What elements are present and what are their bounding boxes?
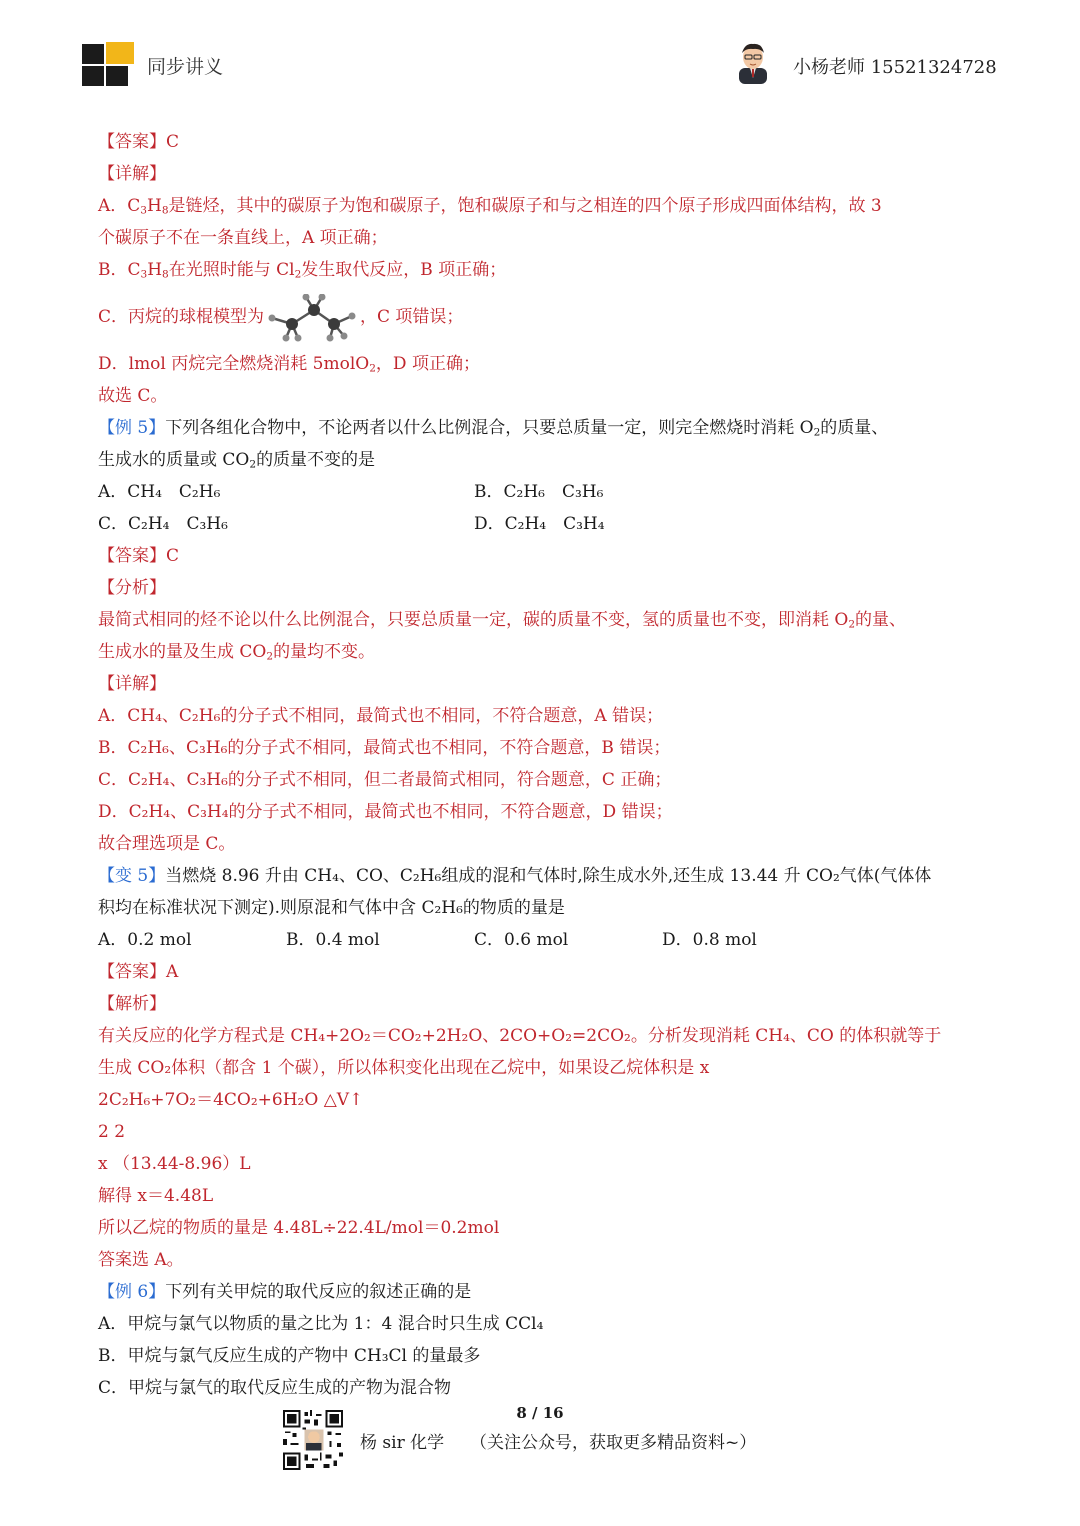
variant5-volume: x （13.44-8.96）L [98,1154,251,1174]
footer-account-name: 杨 sir 化学 [360,1433,445,1453]
teacher-contact: 小杨老师 15521324728 [793,57,997,78]
variant5-result-x: 解得 x＝4.48L [98,1186,214,1206]
example5-detail-B: B．C₂H₆、C₃H₆的分子式不相同，最简式也不相同，不符合题意，B 错误； [98,738,671,758]
option-C: C．0.6 mol [474,930,569,950]
detail-B: B．$C_3H_8$在光照时能与 $Cl_2$发生取代反应，B 项正确； [98,260,507,281]
detail-label: 【详解】 [98,164,166,184]
example6-option-C: C．甲烷与氯气的取代反应生成的产物为混合物 [98,1378,452,1398]
example5-conclusion: 故合理选项是 C。 [98,834,236,854]
example5-detail-label: 【详解】 [98,674,166,694]
variant5-question-line1: 【变 5】当燃烧 8.96 升由 CH₄、CO、C₂H₆组成的混和气体时,除生成水外,还生成 13.44 升 CO₂气体(气体体 [98,866,932,886]
option-C: C．C₂H₄ C₃H₆ [98,514,228,534]
example5-analysis-label: 【分析】 [98,578,166,598]
example5-analysis-line2: 生成水的量及生成 $CO_2$的量均不变。 [98,642,376,663]
page-number: 8 / 16 [516,1404,564,1422]
example5-detail-D: D．C₂H₄、C₃H₄的分子式不相同，最简式也不相同，不符合题意，D 错误； [98,802,673,822]
variant5-equation: 2C₂H₆+7O₂＝4CO₂+6H₂O △V↑ [98,1090,364,1110]
example5-answer: 【答案】C [98,546,180,566]
brand-title: 同步讲义 [147,56,224,78]
option-D: D．C₂H₄ C₃H₄ [474,514,605,534]
page-footer [0,1400,1080,1526]
detail-A-line2: 个碳原子不在一条直线上，A 项正确； [98,228,388,248]
option-D: D．0.8 mol [662,930,757,950]
footer-note: （关注公众号，获取更多精品资料~） [470,1433,757,1453]
variant5-result-mol: 所以乙烷的物质的量是 4.48L÷22.4L/mol＝0.2mol [98,1218,500,1238]
page-header [0,0,1080,110]
example5-detail-C: C．C₂H₄、C₃H₆的分子式不相同，但二者最简式相同，符合题意，C 正确； [98,770,672,790]
detail-C: C．丙烷的球棍模型为 ，C 项错误； [98,286,988,348]
variant5-analysis-label: 【解析】 [98,994,166,1014]
variant5-ratio: 2 2 [98,1122,126,1142]
option-A: A．0.2 mol [98,930,192,950]
example6-option-A: A．甲烷与氯气以物质的量之比为 1：4 混合时只生成 CCl₄ [98,1314,544,1334]
example5-detail-A: A．CH₄、C₂H₆的分子式不相同，最简式也不相同，不符合题意，A 错误； [98,706,664,726]
example5-question-line2: 生成水的质量或 $CO_2$的质量不变的是 [98,450,376,471]
propane-ball-stick-model-icon [264,294,360,342]
variant5-answer: 【答案】A [98,962,179,982]
detail-A-line1: A．$C_3H_8$是链烃，其中的碳原子为饱和碳原子，饱和碳原子和与之相连的四个原子形成四面体结构，故 3 [98,196,882,217]
brand-logo [82,42,134,88]
detail-D: D．lmol 丙烷完全燃烧消耗 5molO$_2$，D 项正确； [98,354,480,375]
document-body [98,126,988,1404]
example5-analysis-line1: 最简式相同的烃不论以什么比例混合，只要总质量一定，碳的质量不变，氢的质量也不变，即消耗 $O_2$的量、 [98,610,907,631]
option-A: A．CH₄ C₂H₆ [98,482,221,502]
variant5-options [98,924,988,956]
teacher-avatar-icon [733,40,773,84]
example5-options-row1 [98,476,988,508]
answer-line: 【答案】C [98,132,180,152]
example5-question-line1: 【例 5】下列各组化合物中，不论两者以什么比例混合，只要总质量一定，则完全燃烧时消耗 $O_2$的质量、 [98,418,889,439]
option-B: B．0.4 mol [286,930,380,950]
variant5-conclusion: 答案选 A。 [98,1250,184,1270]
variant5-question-line2: 积均在标准状况下测定).则原混和气体中含 C₂H₆的物质的量是 [98,898,565,918]
variant5-solution-line1: 有关反应的化学方程式是 CH₄+2O₂＝CO₂+2H₂O、2CO+O₂=2CO₂。分析发现消耗 CH₄、CO 的体积就等于 [98,1026,942,1046]
option-B: B．C₂H₆ C₃H₆ [474,482,604,502]
detail-conclusion: 故选 C。 [98,386,168,406]
example6-question: 【例 6】下列有关甲烷的取代反应的叙述正确的是 [98,1282,472,1302]
variant5-solution-line2: 生成 CO₂体积（都含 1 个碳），所以体积变化出现在乙烷中，如果设乙烷体积是 x [98,1058,710,1078]
example5-options-row2 [98,508,988,540]
example6-option-B: B．甲烷与氯气反应生成的产物中 CH₃Cl 的量最多 [98,1346,481,1366]
